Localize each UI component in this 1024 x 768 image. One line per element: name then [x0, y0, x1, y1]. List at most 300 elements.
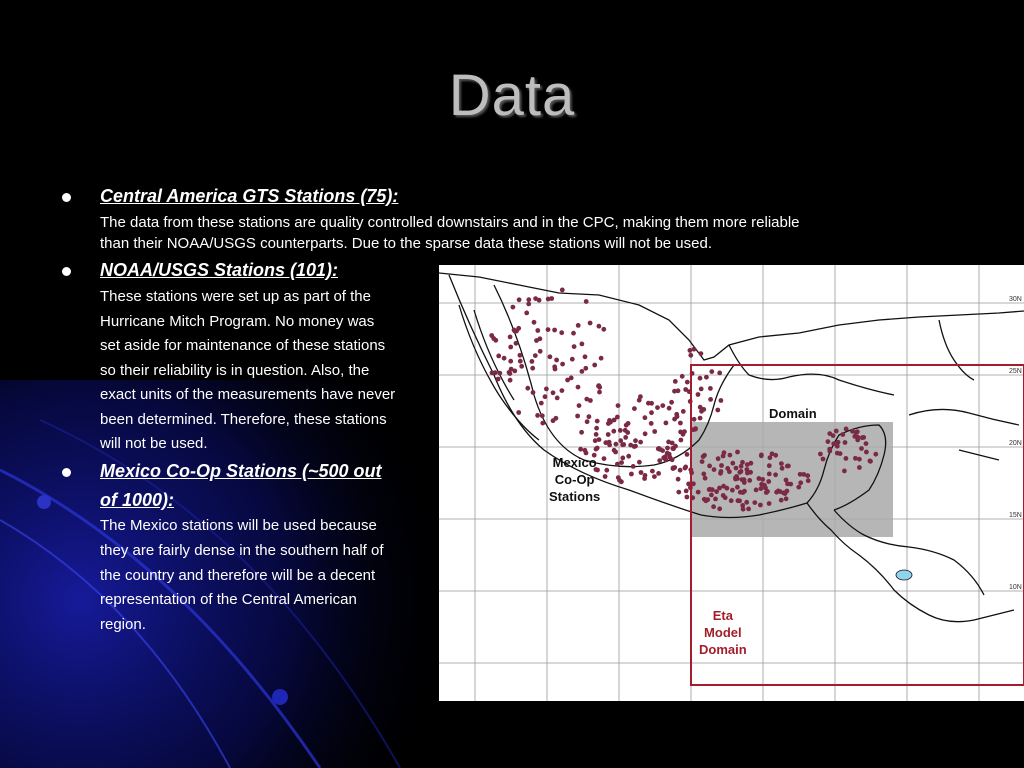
station-dot: [728, 453, 733, 458]
station-dot: [843, 440, 848, 445]
station-dot: [587, 414, 592, 419]
station-dot: [821, 457, 826, 462]
station-dot: [626, 454, 631, 459]
section-body-line: the country and therefore will be a decent: [100, 567, 376, 584]
station-dot: [717, 506, 722, 511]
station-dot: [667, 406, 672, 411]
station-dot: [696, 392, 701, 397]
station-dot: [511, 305, 516, 310]
station-dot: [592, 363, 597, 368]
section-body-line: than their NOAA/USGS counterparts. Due to the sparse data these stations will not be used.: [100, 235, 712, 252]
station-dot: [738, 490, 743, 495]
bullet-dot: [62, 193, 71, 202]
station-dot: [853, 456, 858, 461]
station-dot: [583, 354, 588, 359]
station-dot: [676, 490, 681, 495]
station-dot: [754, 488, 759, 493]
station-dot: [745, 462, 750, 467]
station-dot: [508, 371, 513, 376]
station-dot: [631, 464, 636, 469]
station-dot: [620, 442, 625, 447]
station-dot: [733, 477, 738, 482]
station-dot: [544, 387, 549, 392]
station-dot: [576, 385, 581, 390]
station-dot: [818, 452, 823, 457]
station-dot: [619, 460, 624, 465]
station-dot: [680, 374, 685, 379]
station-dot: [588, 321, 593, 326]
station-dot: [594, 426, 599, 431]
station-dot: [560, 388, 565, 393]
station-dot: [615, 462, 620, 467]
station-dot: [701, 454, 706, 459]
station-dot: [595, 446, 600, 451]
station-dot: [633, 438, 638, 443]
station-dot: [643, 415, 648, 420]
station-dot: [744, 500, 749, 505]
station-dot: [665, 446, 670, 451]
bullet-dot: [62, 267, 71, 276]
station-dot: [543, 394, 548, 399]
station-dot: [708, 397, 713, 402]
station-dot: [540, 413, 545, 418]
eta-label-line: Eta: [712, 608, 733, 623]
station-dot: [578, 447, 583, 452]
station-dot: [767, 463, 772, 468]
station-dot: [595, 419, 600, 424]
station-dot: [678, 421, 683, 426]
section-body-line: so their reliability is in question. Also, the: [100, 362, 370, 379]
latitude-label: 25N: [1009, 368, 1022, 375]
station-dot: [664, 421, 669, 426]
station-dot: [712, 467, 717, 472]
station-dot: [673, 379, 678, 384]
station-dot: [740, 460, 745, 465]
station-dot: [502, 356, 507, 361]
station-dot: [759, 482, 764, 487]
station-dot: [603, 474, 608, 479]
station-dot: [597, 390, 602, 395]
station-dot: [826, 439, 831, 444]
section-heading-gts: Central America GTS Stations (75):: [100, 186, 399, 206]
station-dot: [618, 428, 623, 433]
latitude-label: 10N: [1009, 584, 1022, 591]
station-dot: [652, 429, 657, 434]
station-dot: [758, 503, 763, 508]
mexico-stations-label: [549, 454, 600, 505]
station-dot: [683, 466, 688, 471]
station-dot: [835, 451, 840, 456]
station-dot: [685, 452, 690, 457]
station-dot: [707, 464, 712, 469]
station-dot: [538, 349, 543, 354]
station-dot: [628, 443, 633, 448]
station-dot: [745, 471, 750, 476]
station-dot: [713, 497, 718, 502]
station-dot: [759, 453, 764, 458]
station-dot: [699, 387, 704, 392]
station-dot: [735, 485, 740, 490]
station-dot: [611, 429, 616, 434]
station-dot: [864, 441, 869, 446]
station-dot: [850, 429, 855, 434]
station-dot: [684, 489, 689, 494]
station-dot: [580, 342, 585, 347]
station-dot: [737, 498, 742, 503]
station-dot: [508, 335, 513, 340]
section-body-line: Hurricane Mitch Program. No money was: [100, 313, 375, 330]
station-dot: [584, 299, 589, 304]
station-dot: [565, 378, 570, 383]
station-dot: [612, 418, 617, 423]
station-dot: [806, 478, 811, 483]
station-dot: [554, 416, 559, 421]
station-dot: [616, 475, 621, 480]
station-dot: [719, 463, 724, 468]
station-dot: [526, 297, 531, 302]
station-dot: [836, 440, 841, 445]
station-dot: [637, 460, 642, 465]
station-dot: [570, 357, 575, 362]
station-dot: [714, 489, 719, 494]
station-dot: [779, 498, 784, 503]
station-dot: [678, 468, 683, 473]
station-dot: [855, 435, 860, 440]
latitude-label: 15N: [1009, 512, 1022, 519]
station-dot: [805, 473, 810, 478]
station-dot: [685, 495, 690, 500]
station-dot: [676, 477, 681, 482]
station-dot: [594, 432, 599, 437]
station-dot: [765, 489, 770, 494]
station-dot: [537, 298, 542, 303]
station-dot: [757, 476, 762, 481]
station-dot: [696, 490, 701, 495]
station-dot: [604, 468, 609, 473]
station-dot: [842, 469, 847, 474]
station-dot: [524, 311, 529, 316]
station-dot: [626, 421, 631, 426]
station-dot: [701, 472, 706, 477]
station-dot: [725, 486, 730, 491]
station-dot: [534, 338, 539, 343]
station-dot: [860, 435, 865, 440]
station-dot: [669, 400, 674, 405]
station-dot: [767, 501, 772, 506]
domain-label: Domain: [769, 406, 817, 421]
station-dot: [649, 410, 654, 415]
station-dot: [517, 297, 522, 302]
station-dot: [742, 477, 747, 482]
station-dot: [766, 479, 771, 484]
station-dot: [719, 398, 724, 403]
station-dot: [580, 369, 585, 374]
station-dot: [672, 389, 677, 394]
station-dot: [656, 471, 661, 476]
station-dot: [508, 345, 513, 350]
section-body-line: representation of the Central American: [100, 591, 357, 608]
station-dot: [519, 364, 524, 369]
eta-label-line: Model: [704, 625, 742, 640]
station-dot: [540, 421, 545, 426]
station-dot: [768, 455, 773, 460]
station-dot: [788, 482, 793, 487]
station-dot: [834, 429, 839, 434]
station-dot: [525, 386, 530, 391]
station-dot: [646, 401, 651, 406]
station-dot: [746, 507, 751, 512]
station-dot: [670, 446, 675, 451]
station-dot: [692, 347, 697, 352]
station-dot: [655, 405, 660, 410]
station-dot: [619, 479, 624, 484]
station-dot: [512, 369, 517, 374]
station-dot: [575, 414, 580, 419]
station-dot: [599, 356, 604, 361]
station-dot: [729, 498, 734, 503]
station-dot: [535, 328, 540, 333]
station-dot: [716, 456, 721, 461]
station-dot: [688, 353, 693, 358]
station-dot: [579, 430, 584, 435]
station-dot: [717, 371, 722, 376]
station-dot: [643, 431, 648, 436]
station-dot: [585, 419, 590, 424]
station-dot: [721, 493, 726, 498]
station-dot: [571, 331, 576, 336]
station-dot: [496, 377, 501, 382]
section-body-line: set aside for maintenance of these stations: [100, 337, 386, 354]
station-dot: [727, 469, 732, 474]
station-dot: [685, 380, 690, 385]
station-dot: [623, 435, 628, 440]
station-dot: [552, 364, 557, 369]
station-dot: [583, 448, 588, 453]
station-dot: [559, 330, 564, 335]
station-dot: [532, 320, 537, 325]
station-dot: [864, 450, 869, 455]
section-body-line: The data from these stations are quality controlled downstairs and in the CPC, making them more reliable: [100, 214, 800, 231]
station-dot: [711, 504, 716, 509]
station-dot: [560, 362, 565, 367]
station-dot: [546, 297, 551, 302]
station-dot: [786, 464, 791, 469]
station-dot: [489, 333, 494, 338]
eta-model-label: [699, 607, 747, 658]
station-dot: [601, 327, 606, 332]
station-dot: [759, 486, 764, 491]
station-dot: [675, 414, 680, 419]
station-dot: [701, 407, 706, 412]
station-dot: [650, 469, 655, 474]
mexico-label-line: Co-Op: [554, 472, 595, 487]
station-dot: [512, 328, 517, 333]
station-dot: [616, 403, 621, 408]
station-dot: [666, 440, 671, 445]
slide-title: Data: [448, 63, 576, 128]
station-dot: [657, 458, 662, 463]
station-dot: [708, 386, 713, 391]
station-dot: [783, 491, 788, 496]
station-dot: [526, 302, 531, 307]
station-dot: [649, 421, 654, 426]
station-dot: [704, 375, 709, 380]
station-dot: [735, 450, 740, 455]
station-dot: [784, 496, 789, 501]
station-dot: [709, 369, 714, 374]
station-dot: [700, 459, 705, 464]
section-body-line: The Mexico stations will be used because: [100, 517, 377, 534]
station-dot: [742, 489, 747, 494]
eta-label-line: Domain: [699, 642, 747, 657]
station-dot: [533, 353, 538, 358]
station-dot: [692, 417, 697, 422]
station-dot: [620, 456, 625, 461]
station-dot: [607, 443, 612, 448]
station-dot: [572, 344, 577, 349]
station-dot: [844, 456, 849, 461]
station-dot: [583, 366, 588, 371]
station-dot: [643, 473, 648, 478]
section-heading-mexico-cont: of 1000):: [100, 490, 175, 510]
station-dot: [632, 406, 637, 411]
station-dot: [796, 485, 801, 490]
station-dot: [530, 366, 535, 371]
station-dot: [555, 396, 560, 401]
mexico-label-line: Mexico: [552, 455, 597, 470]
station-dot: [588, 398, 593, 403]
station-dot: [857, 457, 862, 462]
station-dot: [670, 457, 675, 462]
station-dot: [780, 466, 785, 471]
station-dot: [715, 408, 720, 413]
station-dot: [531, 390, 536, 395]
section-body-line: region.: [100, 616, 146, 633]
station-dot: [773, 472, 778, 477]
section-body-line: been determined. Therefore, these stations: [100, 411, 387, 428]
station-dot: [660, 403, 665, 408]
station-map: [439, 265, 1024, 701]
station-dot: [698, 416, 703, 421]
station-dot: [693, 427, 698, 432]
station-dot: [840, 432, 845, 437]
latitude-label: 20N: [1009, 440, 1022, 447]
station-dot: [831, 433, 836, 438]
station-dot: [671, 466, 676, 471]
station-dot: [625, 430, 630, 435]
latitude-label: 30N: [1009, 296, 1022, 303]
station-dot: [497, 371, 502, 376]
section-body-line: These stations were set up as part of the: [100, 288, 371, 305]
station-dot: [612, 448, 617, 453]
station-dot: [859, 446, 864, 451]
station-dot: [730, 461, 735, 466]
station-dot: [681, 409, 686, 414]
station-dot: [767, 472, 772, 477]
station-dot: [873, 452, 878, 457]
station-dot: [639, 470, 644, 475]
station-dot: [577, 403, 582, 408]
station-dot: [868, 459, 873, 464]
station-dot: [688, 348, 693, 353]
station-dot: [576, 323, 581, 328]
station-dot: [614, 442, 619, 447]
latitude-labels: [1009, 296, 1022, 591]
station-dot: [535, 413, 540, 418]
station-dot: [857, 465, 862, 470]
station-dot: [730, 488, 735, 493]
station-dot: [551, 390, 556, 395]
station-dot: [739, 469, 744, 474]
section-body-line: they are fairly dense in the southern half of: [100, 542, 384, 559]
section-heading-mexico: Mexico Co-Op Stations (~500 out: [100, 461, 382, 481]
station-dot: [656, 446, 661, 451]
bullet-dot: [62, 468, 71, 477]
station-dot: [607, 418, 612, 423]
station-dot: [490, 370, 495, 375]
station-dot: [508, 378, 513, 383]
station-dot: [514, 341, 519, 346]
station-dot: [652, 474, 657, 479]
station-dot: [663, 454, 668, 459]
station-dot: [798, 480, 803, 485]
station-dot: [702, 497, 707, 502]
station-dot: [773, 453, 778, 458]
station-dot: [548, 354, 553, 359]
station-dot: [597, 324, 602, 329]
station-dot: [516, 326, 521, 331]
station-dot: [779, 461, 784, 466]
station-dot: [606, 432, 611, 437]
section-body-line: will not be used.: [100, 435, 208, 452]
station-dot: [516, 410, 521, 415]
station-dot: [518, 359, 523, 364]
station-dot: [734, 466, 739, 471]
station-dot: [747, 478, 752, 483]
station-dot: [719, 469, 724, 474]
lake-nicaragua: [896, 570, 912, 580]
station-dot: [539, 401, 544, 406]
station-dot: [546, 327, 551, 332]
station-dot: [629, 472, 634, 477]
station-dot: [703, 476, 708, 481]
section-body-line: exact units of the measurements have never: [100, 386, 396, 403]
station-dot: [618, 438, 623, 443]
station-dot: [560, 288, 565, 293]
station-dot: [602, 456, 607, 461]
station-dot: [508, 359, 513, 364]
station-dot: [707, 487, 712, 492]
station-dot: [698, 376, 703, 381]
station-dot: [722, 450, 727, 455]
station-dot: [699, 351, 704, 356]
station-dot: [679, 438, 684, 443]
station-dot: [518, 353, 523, 358]
station-dot: [530, 359, 535, 364]
station-dot: [554, 358, 559, 363]
station-dot: [752, 500, 757, 505]
station-dot: [593, 438, 598, 443]
mexico-label-line: Stations: [549, 489, 601, 504]
station-dot: [496, 354, 501, 359]
section-heading-noaa: NOAA/USGS Stations (101):: [100, 260, 339, 280]
station-dot: [682, 429, 687, 434]
station-dot: [740, 503, 745, 508]
station-dot: [638, 394, 643, 399]
station-dot: [552, 328, 557, 333]
station-dot: [709, 493, 714, 498]
station-dot: [827, 449, 832, 454]
